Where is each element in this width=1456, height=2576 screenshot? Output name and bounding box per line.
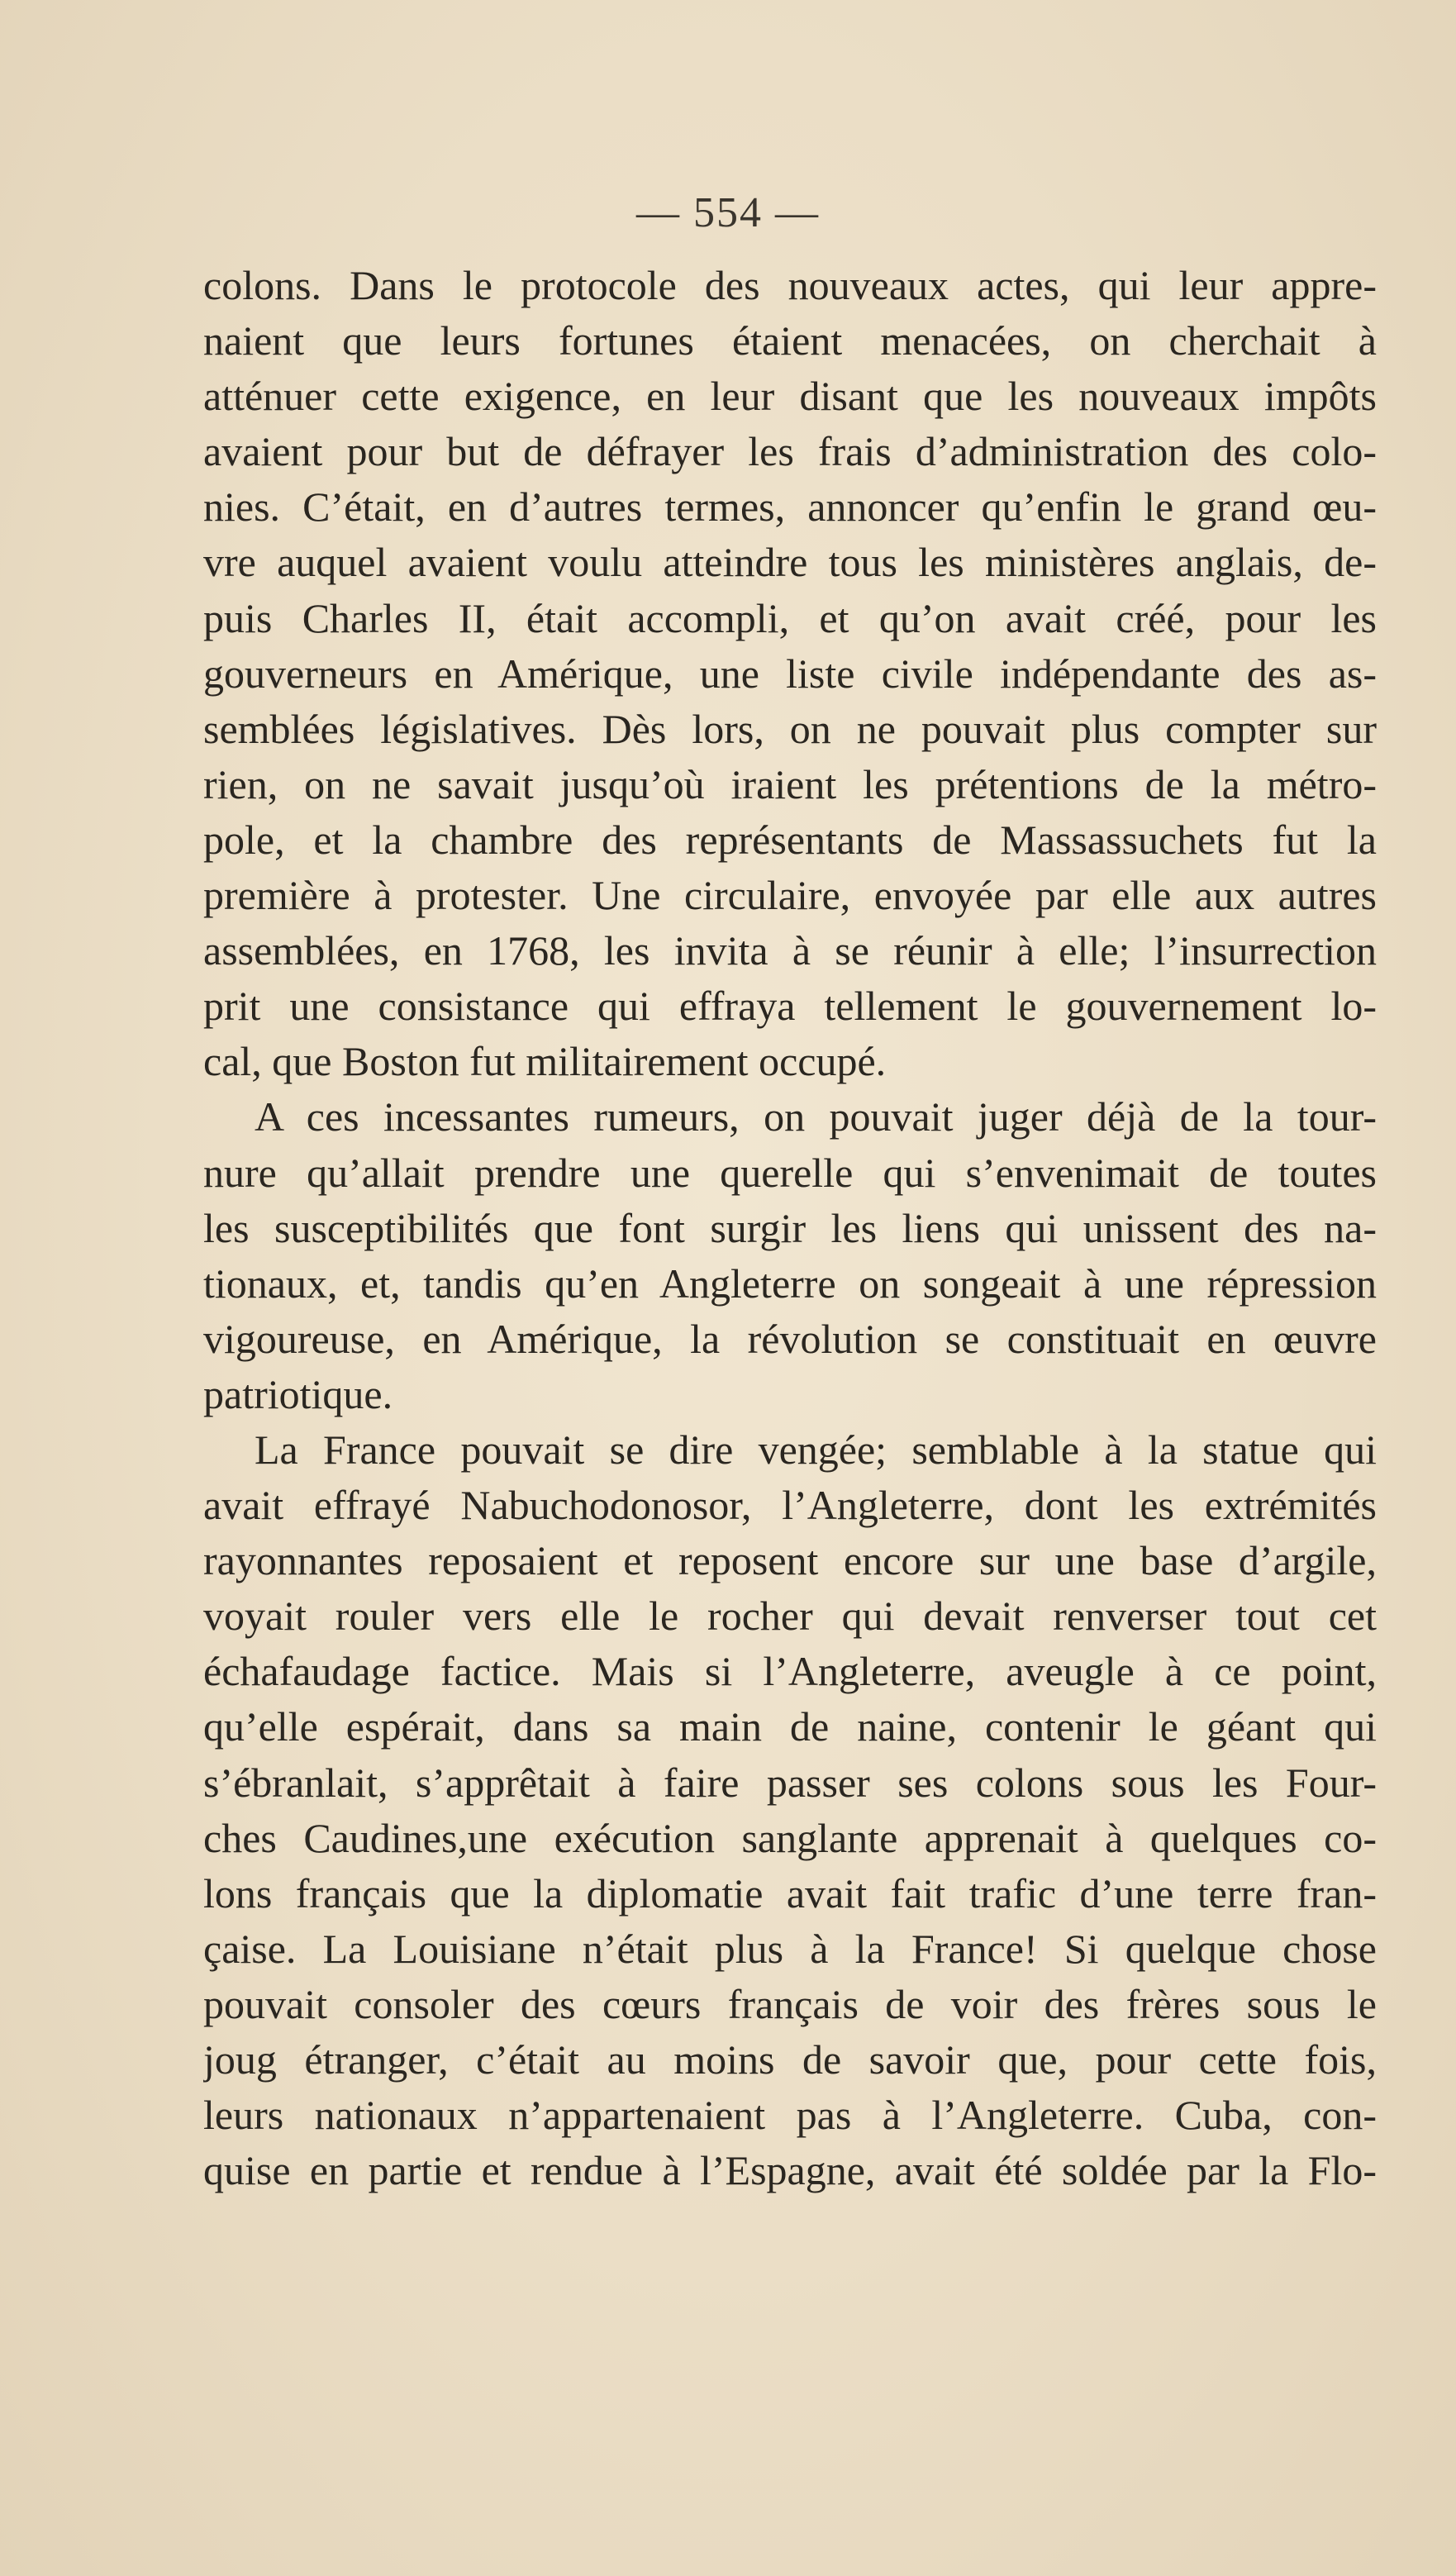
text-line: nure qu’allait prendre une querelle qui s’envenimait de toutes [203, 1149, 1377, 1196]
paragraph-start-line: A ces incessantes rumeurs, on pouvait juger déjà de la tour- [255, 1093, 1377, 1140]
text-line: pouvait consoler des cœurs français de voir des frères sous le [203, 1980, 1377, 2027]
text-line: pole, et la chambre des représentants de Massassuchets fut la [203, 816, 1377, 863]
text-line: avait effrayé Nabuchodonosor, l’Angleterre, dont les extrémités [203, 1482, 1377, 1529]
text-line: lons français que la diplomatie avait fait trafic d’une terre fran- [203, 1869, 1377, 1917]
text-line: gouverneurs en Amérique, une liste civile indépendante des as- [203, 650, 1377, 697]
text-line: atténuer cette exigence, en leur disant que les nouveaux impôts [203, 373, 1377, 420]
text-line: vigoureuse, en Amérique, la révolution se constituait en œuvre [203, 1315, 1377, 1362]
text-line: vre auquel avaient voulu atteindre tous les ministères anglais, de- [203, 539, 1377, 586]
text-line: rayonnantes reposaient et reposent encore sur une base d’argile, [203, 1537, 1377, 1584]
page-number: — 554 — [636, 189, 820, 236]
text-line: joug étranger, c’était au moins de savoir que, pour cette fois, [203, 2036, 1377, 2083]
text-line: voyait rouler vers elle le rocher qui devait renverser tout cet [203, 1593, 1377, 1640]
text-line: prit une consistance qui effraya tellement le gouvernement lo- [203, 983, 1377, 1030]
text-line: çaise. La Louisiane n’était plus à la France! Si quelque chose [203, 1925, 1377, 1972]
text-line: colons. Dans le protocole des nouveaux actes, qui leur appre- [203, 262, 1377, 308]
text-line: semblées législatives. Dès lors, on ne pouvait plus compter sur [203, 705, 1377, 752]
text-line: tionaux, et, tandis qu’en Angleterre on songeait à une répression [203, 1259, 1377, 1307]
text-line: naient que leurs fortunes étaient menacées, on cherchait à [203, 317, 1377, 364]
text-line: quise en partie et rendue à l’Espagne, avait été soldée par la Flo- [203, 2147, 1377, 2194]
text-line: qu’elle espérait, dans sa main de naine, contenir le géant qui [203, 1703, 1377, 1750]
text-line: s’ébranlait, s’apprêtait à faire passer ses colons sous les Four- [203, 1759, 1377, 1806]
text-line: échafaudage factice. Mais si l’Angleterre, aveugle à ce point, [203, 1648, 1377, 1695]
text-line: assemblées, en 1768, les invita à se réunir à elle; l’insurrection [203, 927, 1377, 974]
text-line: les susceptibilités que font surgir les liens qui unissent des na- [203, 1204, 1377, 1251]
paragraph-end-line: cal, que Boston fut militairement occupé. [203, 1038, 887, 1085]
body-text [203, 258, 1377, 2198]
text-line: première à protester. Une circulaire, envoyée par elle aux autres [203, 872, 1377, 919]
text-line: rien, on ne savait jusqu’où iraient les prétentions de la métro- [203, 760, 1377, 807]
paragraph-end-line: patriotique. [203, 1370, 393, 1417]
paragraph-start-line: La France pouvait se dire vengée; semblable à la statue qui [255, 1426, 1377, 1473]
text-line: ches Caudines,une exécution sanglante apprenait à quelques co- [203, 1814, 1377, 1861]
text-line: leurs nationaux n’appartenaient pas à l’Angleterre. Cuba, con- [203, 2092, 1377, 2139]
text-line: nies. C’était, en d’autres termes, annoncer qu’enfin le grand œu- [203, 483, 1377, 531]
text-line: avaient pour but de défrayer les frais d’administration des colo- [203, 428, 1377, 475]
text-line: puis Charles II, était accompli, et qu’on avait créé, pour les [203, 594, 1377, 641]
